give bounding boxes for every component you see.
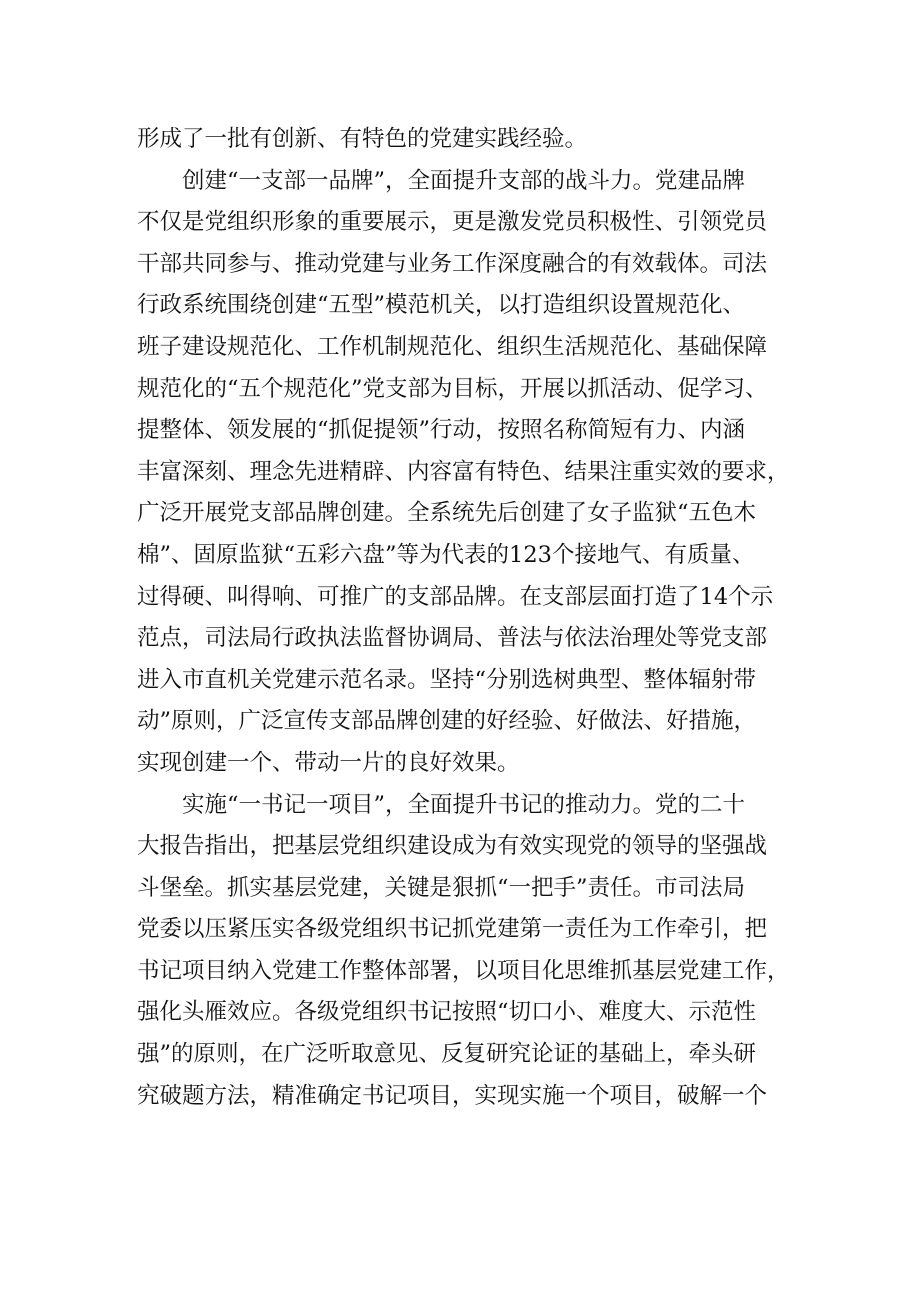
text-line: 棉”、固原监狱“五彩六盘”等为代表的123个接地气、有质量、 <box>137 541 755 568</box>
text-line: 行政系统围绕创建“五型”模范机关，以打造组织设置规范化、 <box>137 292 746 319</box>
text-line: 丰富深刻、理念先进精辟、内容富有特色、结果注重实效的要求， <box>137 458 790 485</box>
text-line: 干部共同参与、推动党建与业务工作深度融合的有效载体。司法 <box>137 250 768 277</box>
text-line: 强化头雁效应。各级党组织书记按照“切口小、难度大、示范性 <box>137 999 757 1026</box>
text-line: 强”的原则，在广泛听取意见、反复研究论证的基础上，牵头研 <box>137 1041 757 1068</box>
text-line: 动”原则，广泛宣传支部品牌创建的好经验、好做法、好措施， <box>137 708 757 735</box>
body-text <box>137 119 802 1117</box>
text-line: 提整体、领发展的“抓促提领”行动，按照名称简短有力、内涵 <box>137 417 746 444</box>
text-line: 过得硬、叫得响、可推广的支部品牌。在支部层面打造了14个示 <box>137 583 774 610</box>
text-line: 广泛开展党支部品牌创建。全系统先后创建了女子监狱“五色木 <box>137 500 757 527</box>
text-line: 班子建设规范化、工作机制规范化、组织生活规范化、基础保障 <box>137 333 768 360</box>
text-line: 斗堡垒。抓实基层党建，关键是狠抓“一把手”责任。市司法局 <box>137 874 746 901</box>
text-line: 书记项目纳入党建工作整体部署，以项目化思维抓基层党建工作， <box>137 957 790 984</box>
text-line: 范点，司法局行政执法监督协调局、普法与依法治理处等党支部 <box>137 625 768 652</box>
text-line: 不仅是党组织形象的重要展示，更是激发党员积极性、引领党员 <box>137 209 768 236</box>
text-line: 规范化的“五个规范化”党支部为目标，开展以抓活动、促学习、 <box>137 375 768 402</box>
text-line: 实施“一书记一项目”，全面提升书记的推动力。党的二十 <box>137 791 746 818</box>
text-line: 究破题方法，精准确定书记项目，实现实施一个项目，破解一个 <box>137 1082 768 1109</box>
text-line: 进入市直机关党建示范名录。坚持“分别选树典型、整体辐射带 <box>137 666 757 693</box>
text-line: 创建“一支部一品牌”，全面提升支部的战斗力。党建品牌 <box>137 167 746 194</box>
text-line: 形成了一批有创新、有特色的党建实践经验。 <box>137 126 588 152</box>
text-line: 大报告指出，把基层党组织建设成为有效实现党的领导的坚强战 <box>137 833 768 860</box>
text-line: 党委以压紧压实各级党组织书记抓党建第一责任为工作牵引，把 <box>137 916 768 943</box>
text-line: 实现创建一个、带动一片的良好效果。 <box>137 749 520 776</box>
